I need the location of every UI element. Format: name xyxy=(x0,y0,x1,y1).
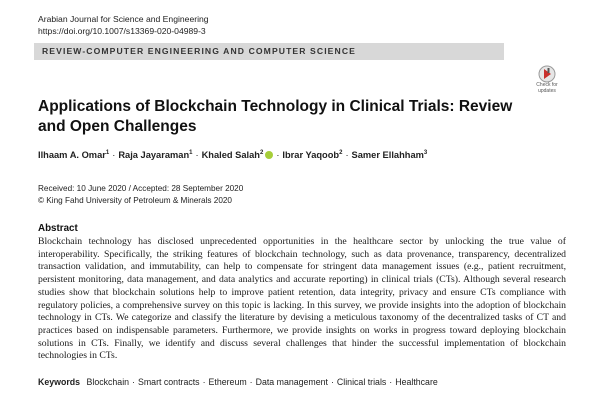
abstract-heading: Abstract xyxy=(38,223,78,234)
keyword-separator: · xyxy=(389,377,393,387)
author-affiliation: 2 xyxy=(339,150,343,156)
keyword: Clinical trials xyxy=(336,377,387,387)
keywords-label: Keywords xyxy=(38,377,81,387)
keyword: Healthcare xyxy=(395,377,438,387)
keyword-separator: · xyxy=(249,377,253,387)
check-updates-line1: Check for xyxy=(536,82,558,88)
check-updates-line2: updates xyxy=(538,87,556,94)
journal-doi[interactable]: https://doi.org/10.1007/s13369-020-04989-3 xyxy=(38,26,206,36)
article-dates xyxy=(38,183,243,206)
keyword: Blockchain xyxy=(86,377,130,387)
author-list xyxy=(38,150,578,160)
author-separator: · xyxy=(195,150,199,160)
author-name[interactable]: Samer Ellahham xyxy=(351,150,424,160)
author-name[interactable]: Ibrar Yaqoob xyxy=(282,150,340,160)
author-separator: · xyxy=(112,150,116,160)
check-updates-badge[interactable] xyxy=(533,65,561,95)
author-separator: · xyxy=(345,150,349,160)
author-affiliation: 1 xyxy=(105,150,110,156)
author-name[interactable]: Khaled Salah xyxy=(201,150,260,160)
author-separator: · xyxy=(276,150,280,160)
article-title: Applications of Blockchain Technology in Clinical Trials: Review and Open Challenges xyxy=(38,98,513,135)
keyword-separator: · xyxy=(202,377,206,387)
abstract-text: Blockchain technology has disclosed unprecedented opportunities in the healthcare sector by unlocking the true value of interoperability. Specifically, the striking features of blockchain technology, such as data provenance, transparency, decentralized transaction validation, and immutability, can help to compensate for stringent data management issues (e.g., patient recruitment, persistent monitoring, data management, and data analytics and accurate reporting) in clinical trials (CTs). Although several research studies show that blockchain solutions help to improve patient retention, data integrity, privacy and ensure CTs compliance with regulatory policies, a comprehensive survey on this topic is lacking. In this survey, we provide insights into the adoption of blockchain technology in CTs. We categorize and classify the literature by devising a meticulous taxonomy of the decentralized tasks of CT and practices based on indispensable parameters. Furthermore, we provide insights on works in progress toward deploying blockchain solutions in CTs. Finally, we identify and discuss several challenges that hinder the successful implementation of blockchain technologies in CTs. xyxy=(38,236,566,362)
section-banner-text: REVIEW-COMPUTER ENGINEERING AND COMPUTER SCIENCE xyxy=(42,46,356,56)
section-banner xyxy=(34,43,504,60)
orcid-icon[interactable] xyxy=(265,151,273,159)
received-accepted-dates: Received: 10 June 2020 / Accepted: 28 September 2020 xyxy=(38,184,244,193)
keywords-line xyxy=(38,377,438,387)
author-name[interactable]: Ilhaam A. Omar xyxy=(38,150,106,160)
keyword: Ethereum xyxy=(208,377,247,387)
copyright-notice: © King Fahd University of Petroleum & Minerals 2020 xyxy=(38,195,232,205)
journal-name: Arabian Journal for Science and Engineering xyxy=(38,14,209,24)
journal-header xyxy=(38,13,209,37)
author-affiliation: 1 xyxy=(189,150,193,156)
keyword: Smart contracts xyxy=(137,377,200,387)
check-updates-icon xyxy=(538,65,556,83)
author-affiliation: 3 xyxy=(423,150,428,156)
keyword: Data management xyxy=(255,377,328,387)
keyword-separator: · xyxy=(330,377,334,387)
keyword-separator: · xyxy=(132,377,135,387)
author-affiliation: 2 xyxy=(259,150,264,156)
author-name[interactable]: Raja Jayaraman xyxy=(118,150,190,160)
